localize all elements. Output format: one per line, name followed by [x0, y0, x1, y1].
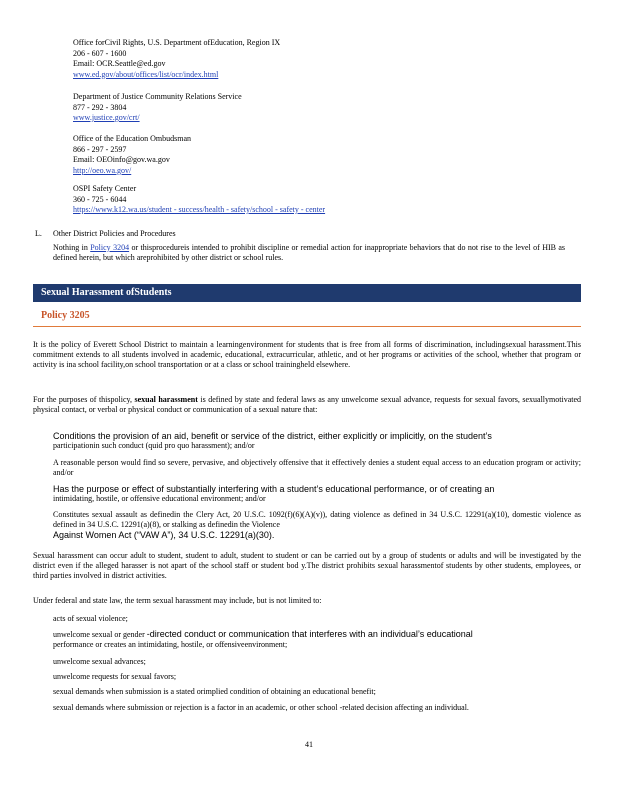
contact-line: Office of the Education Ombudsman — [73, 134, 192, 143]
contact-line: 877 - 292 - 3804 — [73, 102, 127, 112]
contact-line: Department of Justice Community Relations Service — [73, 92, 242, 101]
defined-term: sexual harassment — [134, 395, 198, 404]
contact-line: 866 - 297 - 2597 — [73, 144, 127, 154]
condition-text: Constitutes sexual assault as definedin the Clery Act, 20 U.S.C. 1092(f)(6)(A)(v)), dating violence as defined in 34 U.S.C. 12291(a)(10), domestic violence as defined in 34 U.S.C. 12291(a)(8), or stalking as definedin the Violence — [53, 510, 581, 529]
contact-link[interactable]: www.ed.gov/about/offices/list/ocr/index.html — [73, 69, 219, 79]
contact-doj — [55, 92, 242, 124]
contact-line: Office forCivil Rights, U.S. Department ofEducation, Region IX — [73, 38, 281, 47]
section-title: Other District Policies and Procedures — [53, 229, 176, 238]
example-text-large: -directed conduct or communication that interferes with an individual’s educational — [146, 629, 473, 639]
body-text: or thisprocedureis intended to prohibit discipline or remedial action for inappropriate behaviors that do not rise to the level of HIB as defined herein, but which areprohibited by other district or school rules. — [53, 242, 566, 262]
contact-link[interactable]: https://www.k12.wa.us/student - success/health - safety/school - safety - center — [73, 205, 326, 214]
example-item — [33, 703, 581, 713]
contact-ombudsman — [55, 134, 191, 176]
contact-ospi — [55, 184, 325, 216]
contact-link[interactable]: www.justice.gov/crt/ — [73, 113, 140, 122]
condition-item — [33, 431, 581, 451]
condition-text-large: Has the purpose or effect of substantially interfering with a student’s educational performance, or of creating an — [53, 484, 495, 494]
section-banner: Sexual Harassment ofStudents — [33, 284, 581, 302]
body-text: Nothing in — [53, 242, 88, 252]
contact-line: 360 - 725 - 6044 — [73, 194, 127, 204]
condition-text: A reasonable person would find so severe, pervasive, and objectively offensive that it effectively denies a student equal access to an education program or activity; and/or — [53, 458, 581, 477]
contact-line: 206 - 607 - 1600 — [73, 48, 127, 58]
example-item — [33, 614, 581, 624]
example-text: performance or creates an intimidating, hostile, or offensiveenvironment; — [53, 640, 288, 649]
example-item — [33, 629, 581, 650]
condition-text: intimidating, hostile, or offensive educational environment; and/or — [53, 494, 266, 503]
section-body — [53, 243, 565, 264]
example-text: acts of sexual violence; — [53, 614, 128, 623]
occur-paragraph: Sexual harassment can occur adult to student, student to adult, student to student or can be carried out by a group of students or adults and will be investigated by the district even if the alleged harasser is not apart of the school staff or student bod y.The district prohibits sexual harassmentof students by other students, employees, or third parties involved in district activities. — [33, 551, 581, 580]
example-item — [33, 657, 581, 667]
policy-heading — [33, 308, 581, 327]
definition-paragraph — [33, 395, 581, 415]
condition-text: participationin such conduct (quid pro quo harassment); and/or — [53, 441, 255, 450]
example-item — [33, 687, 581, 697]
contact-line: Email: OCR.Seattle@ed.gov — [73, 59, 166, 68]
condition-item — [33, 484, 581, 504]
under-law-paragraph: Under federal and state law, the term sexual harassment may include, but is not limited to: — [33, 596, 322, 605]
condition-text-large: Conditions the provision of an aid, benefit or service of the district, either explicitly or implicitly, on the student’s — [53, 431, 492, 441]
contact-link[interactable]: http://oeo.wa.gov/ — [73, 165, 132, 175]
policy-label: Policy 3205 — [41, 310, 90, 321]
example-text: unwelcome sexual advances; — [53, 657, 146, 666]
example-text: sexual demands when submission is a stated orimplied condition of obtaining an educational benefit; — [53, 687, 376, 696]
policy-3204-link[interactable]: Policy 3204 — [90, 242, 130, 252]
contact-line: Email: OEOinfo@gov.wa.gov — [73, 155, 170, 164]
definition-text: is defined by state and federal laws as any unwelcome sexual advance, requests for sexual favors, sexuallymotivated physical contact, or verbal or physical conduct or communication of a sexual nature that: — [33, 395, 582, 414]
section-letter: L. — [35, 229, 42, 238]
example-text: unwelcome requests for sexual favors; — [53, 672, 177, 681]
condition-item — [33, 458, 581, 478]
example-text: sexual demands where submission or rejection is a factor in an academic, or other school -related decision affecting an individual. — [53, 703, 469, 712]
definition-text: For the purposes of thispolicy, — [33, 395, 132, 404]
example-text: unwelcome sexual or gender — [53, 630, 145, 639]
section-other-policies — [35, 229, 565, 264]
condition-item — [33, 510, 581, 540]
page-number: 41 — [305, 740, 313, 749]
example-item — [33, 672, 581, 682]
contact-ocr — [55, 38, 280, 80]
intro-paragraph: It is the policy of Everett School District to maintain a learningenvironment for students that is free from all forms of discrimination, includingsexual harassment.This commitment extends to all students involved in academic, educational, extracurricular, athletic, and ot her programs or activities of the school, whether that program or activity is ina school facility,on school transportation or at a class or school trainingheld elsewhere. — [33, 340, 581, 369]
contact-line: OSPI Safety Center — [73, 184, 137, 193]
condition-text-large: Against Women Act (“VAW A”), 34 U.S.C. 12291(a)(30). — [53, 530, 275, 540]
